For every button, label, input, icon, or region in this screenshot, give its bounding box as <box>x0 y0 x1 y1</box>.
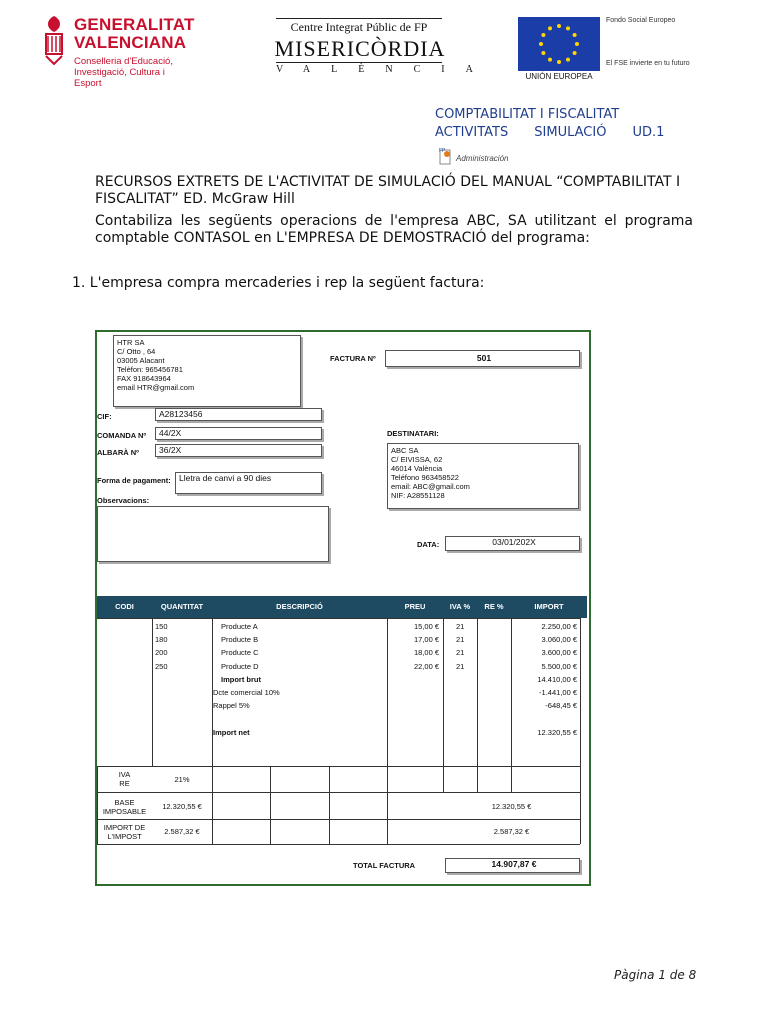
seller-line: FAX 918643964 <box>117 374 171 383</box>
row-desc: Producte B <box>221 635 259 644</box>
table-line <box>97 618 580 619</box>
invoice <box>95 330 591 886</box>
row-price: 17,00 € <box>413 635 439 644</box>
table-line <box>387 766 388 844</box>
generalitat-logo <box>42 14 195 89</box>
total-label: TOTAL FACTURA <box>353 861 416 870</box>
import-net-label: Import net <box>213 728 250 737</box>
subject-title: COMPTABILITAT I FISCALITAT <box>435 107 620 122</box>
row-desc: Producte A <box>221 622 258 631</box>
seller-line: email HTR@gmail.com <box>117 383 195 392</box>
albara-value: 36/2X <box>155 444 322 457</box>
eu-label: UNIÓN EUROPEA <box>525 72 593 81</box>
instructions-paragraph: Contabiliza les següents operacions de l'empresa ABC, SA utilitzant el programa comptable CONTASOL en L'EMPRESA DE DEMOSTRACIÓ del programa: <box>95 213 693 246</box>
buyer-line: email: ABC@gmail.com <box>391 482 470 491</box>
import-brut-value: 14.410,00 € <box>537 675 577 684</box>
eu-flag-icon <box>518 17 600 71</box>
subject-activitats: ACTIVITATS <box>435 125 509 140</box>
col-quantitat: QUANTITAT <box>160 602 204 611</box>
row-price: 22,00 € <box>413 662 439 671</box>
factura-number: 501 <box>385 350 580 367</box>
row-iva: 21 <box>456 662 465 671</box>
table-line <box>270 766 271 844</box>
row-import: 3.060,00 € <box>541 635 577 644</box>
payment-label: Forma de pagament: <box>97 476 171 485</box>
list-item: 1. L'empresa compra mercaderies i rep la següent factura: <box>72 275 485 291</box>
seller-line: Telèfon: 965456781 <box>117 365 183 374</box>
impost-label: IMPORT DE <box>103 823 146 832</box>
import-net-value: 12.320,55 € <box>537 728 577 737</box>
cif-label: CIF: <box>97 412 112 421</box>
seller-line: C/ Otto , 64 <box>117 347 156 356</box>
table-line <box>152 618 153 766</box>
buyer-line: ABC SA <box>391 446 419 455</box>
observations-box <box>97 506 329 562</box>
col-descripcio: DESCRIPCIÓ <box>276 602 323 611</box>
table-line <box>97 792 580 793</box>
payment-value: Lletra de canvi a 90 dies <box>175 472 322 494</box>
table-line <box>97 844 580 845</box>
buyer-line: NIF: A28551128 <box>391 491 445 500</box>
row-import: 2.250,00 € <box>541 622 577 631</box>
factura-label: FACTURA Nº <box>330 354 376 363</box>
row-import: 5.500,00 € <box>541 662 577 671</box>
fse-label: Fondo Social Europeo <box>606 17 676 24</box>
row-qty: 200 <box>155 648 168 657</box>
school-name: MISERICÒRDIA <box>274 36 446 61</box>
base-label: BASE <box>114 798 135 807</box>
discount-label: Dcte comercial 10% <box>213 688 280 697</box>
divider <box>276 62 442 63</box>
conselleria-subtitle: Conselleria d'Educació, Investigació, Cultura i Esport <box>74 56 173 89</box>
school-city: VALÈNCIA <box>276 64 494 75</box>
resources-heading: RECURSOS EXTRETS DE L'ACTIVITAT DE SIMULACIÓ DEL MANUAL “COMPTABILITAT I FISCALITAT” ED. McGraw Hill <box>95 174 681 207</box>
table-line <box>329 766 330 844</box>
row-price: 15,00 € <box>413 622 439 631</box>
row-qty: 180 <box>155 635 168 644</box>
fse-slogan: El FSE invierte en tu futuro <box>606 60 690 67</box>
row-price: 18,00 € <box>413 648 439 657</box>
seller-line: 03005 Alacant <box>117 356 165 365</box>
row-iva: 21 <box>456 648 465 657</box>
row-desc: Producte C <box>221 648 259 657</box>
base-value: 12.320,55 € <box>162 802 202 811</box>
iva-label: IVA <box>118 770 131 779</box>
table-line <box>97 819 580 820</box>
buyer-box <box>387 443 579 509</box>
seller-line: HTR SA <box>117 338 145 347</box>
buyer-line: Teléfono 963458522 <box>391 473 459 482</box>
cif-value: A28123456 <box>155 408 322 421</box>
albara-label: ALBARÀ Nº <box>97 448 139 457</box>
comanda-label: COMANDA Nº <box>97 431 147 440</box>
page-number: Pàgina 1 de 8 <box>614 968 697 982</box>
impost-label-2: L'IMPOST <box>107 832 142 841</box>
col-codi: CODI <box>115 602 134 611</box>
row-import: 3.600,00 € <box>541 648 577 657</box>
comanda-value: 44/2X <box>155 427 322 440</box>
svg-text:FP: FP <box>439 148 446 154</box>
total-value: 14.907,87 € <box>445 858 580 873</box>
fp-icon <box>438 146 454 168</box>
rappel-label: Rappel 5% <box>213 701 250 710</box>
date-label: DATA: <box>417 540 440 549</box>
col-re: RE % <box>484 602 504 611</box>
table-header <box>97 596 587 618</box>
date-value: 03/01/202X <box>445 536 580 551</box>
fp-administracion-logo <box>438 146 518 168</box>
col-preu: PREU <box>404 602 426 611</box>
rappel-value: -648,45 € <box>545 701 577 710</box>
col-import: IMPORT <box>534 602 564 611</box>
row-iva: 21 <box>456 622 465 631</box>
table-line <box>97 766 580 767</box>
observations-label: Observacions: <box>97 496 150 505</box>
row-qty: 250 <box>155 662 168 671</box>
school-logo <box>272 18 494 80</box>
table-line <box>580 618 581 844</box>
subject-simulacio: SIMULACIÓ <box>534 125 607 140</box>
seller-box <box>113 335 301 407</box>
buyer-line: 46014 València <box>391 464 443 473</box>
subject-unit: UD.1 <box>632 125 665 140</box>
generalitat-title: GENERALITAT VALENCIANA <box>74 15 195 52</box>
iva-percent: 21% <box>174 775 190 784</box>
subject-header <box>435 106 690 142</box>
generalitat-emblem-icon <box>42 14 66 66</box>
fp-admin-text: Administración <box>456 154 509 163</box>
row-iva: 21 <box>456 635 465 644</box>
school-top-text: Centre Integrat Públic de FP <box>276 18 442 35</box>
base-label-2: IMPOSABLE <box>102 807 147 816</box>
impost-value: 2.587,32 € <box>164 827 200 836</box>
destinatari-label: DESTINATARI: <box>387 429 439 438</box>
base-total: 12.320,55 € <box>491 802 532 811</box>
discount-value: -1.441,00 € <box>539 688 577 697</box>
re-label: RE <box>119 779 130 788</box>
col-iva: IVA % <box>449 602 471 611</box>
import-brut-label: Import brut <box>221 675 261 684</box>
row-qty: 150 <box>155 622 168 631</box>
row-desc: Producte D <box>221 662 259 671</box>
buyer-line: C/ EIVISSA, 62 <box>391 455 443 464</box>
impost-total: 2.587,32 € <box>493 827 530 836</box>
